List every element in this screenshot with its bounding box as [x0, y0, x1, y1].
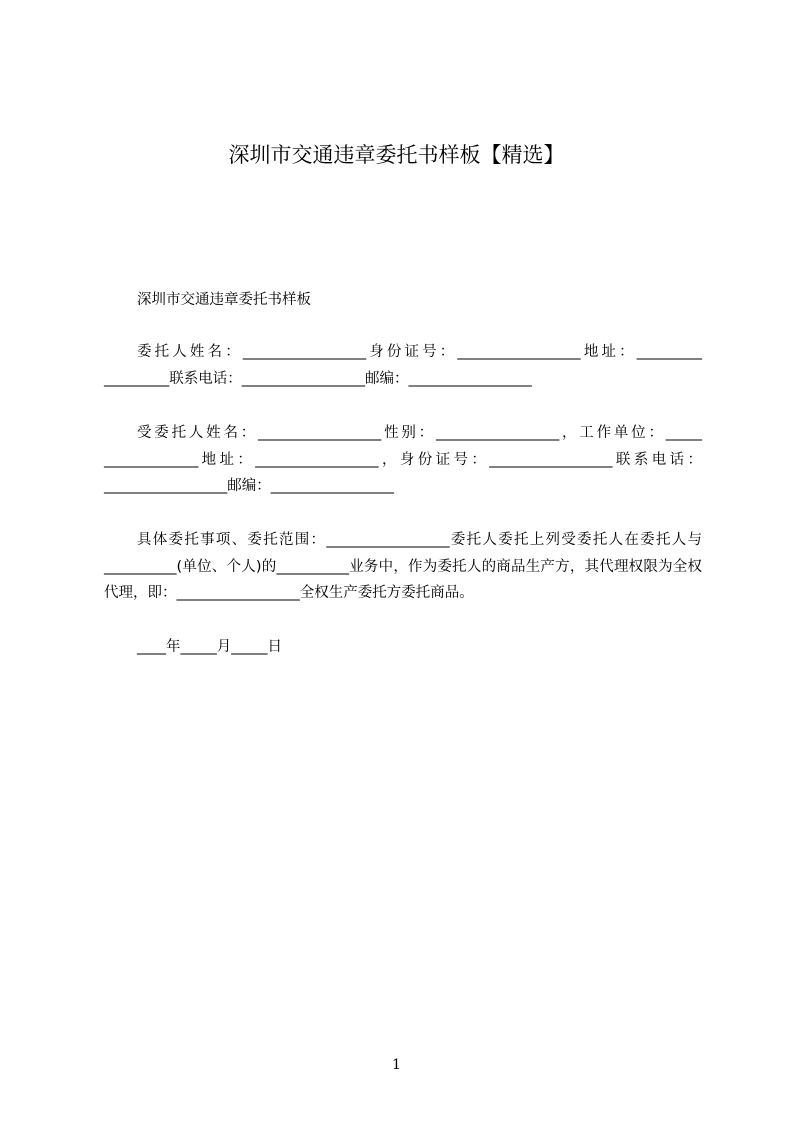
date-line: ____年_____月_____日 [137, 639, 282, 655]
document-title: 深圳市交通违章委托书样板【精选】 [228, 143, 565, 167]
document-subtitle: 深圳市交通违章委托书样板 [137, 292, 311, 308]
principal-info-paragraph: 委托人姓名：_________________身份证号：_________________地址：_________ _________联系电话：_________________邮编：_________________ [104, 344, 702, 387]
authorization-scope-paragraph: 具体委托事项、委托范围：_________________委托人委托上列受委托人在委托人与__________(单位、个人)的__________业务中，作为委托人的商品生产方，其代理权限为全权代理，即：_________________全权生产委托方委托商品。 [104, 532, 702, 601]
page-number: 1 [392, 1057, 401, 1073]
agent-info-paragraph: 受委托人姓名：_________________性别：_________________，工作单位：_____ _____________地址：_________________，身份证号：_________________联系电话：_________________邮编：_________________ [104, 425, 702, 494]
